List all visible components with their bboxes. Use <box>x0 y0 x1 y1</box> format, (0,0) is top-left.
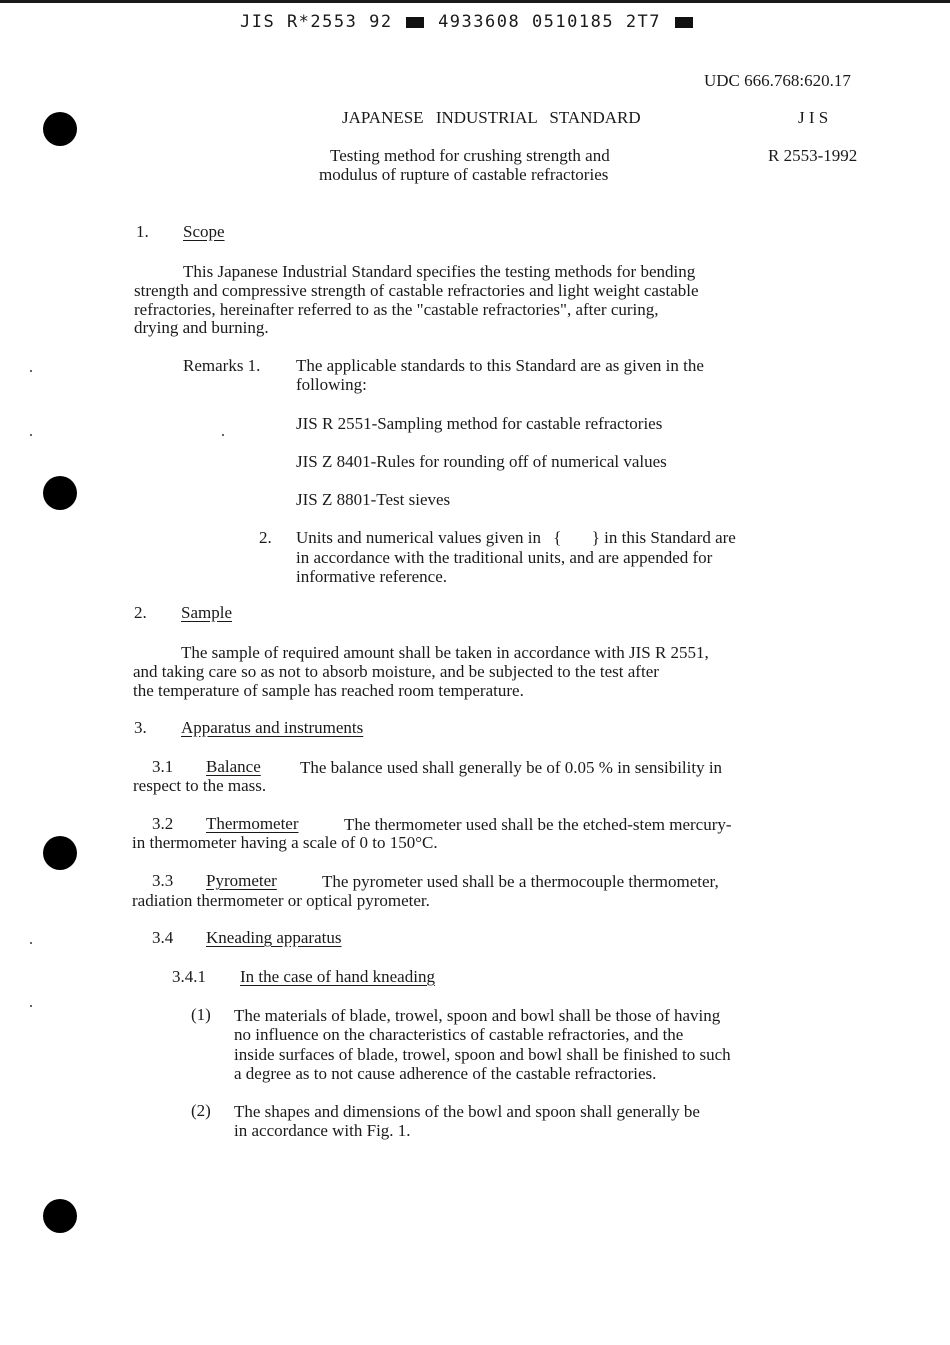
item-2-text-line: The shapes and dimensions of the bowl and spoon shall generally be <box>234 1102 700 1121</box>
section-number: 1. <box>136 222 149 241</box>
section-number: 2. <box>134 603 147 622</box>
thermometer-text-line: in thermometer having a scale of 0 to 150°C. <box>132 833 438 852</box>
subsection-number: 3.3 <box>152 871 174 890</box>
subsection-number: 3.2 <box>152 814 174 833</box>
item-1-text-line: The materials of blade, trowel, spoon and bowl shall be those of having <box>234 1006 721 1025</box>
scope-text-line: refractories, hereinafter referred to as the "castable refractories", after curing, <box>134 300 659 319</box>
header-code-part1: JIS R*2553 92 <box>240 12 393 32</box>
punch-hole-1 <box>43 112 77 146</box>
remark-2-line: in accordance with the traditional units, and are appended for <box>296 548 713 567</box>
remark-2-line <box>296 528 736 547</box>
punch-hole-4 <box>43 1199 77 1233</box>
sample-text-line: The sample of required amount shall be taken in accordance with JIS R 2551, <box>181 643 709 662</box>
clause-number: 3.4.1 <box>172 967 206 986</box>
sample-text-line: the temperature of sample has reached room temperature. <box>133 681 524 700</box>
remark-1-line: following: <box>296 375 367 394</box>
scan-speck <box>30 1005 32 1007</box>
referenced-standard: JIS R 2551-Sampling method for castable refractories <box>296 414 663 433</box>
referenced-standard: JIS Z 8801-Test sieves <box>296 490 451 509</box>
section-heading-scope: Scope <box>183 222 225 241</box>
item-number: (1) <box>191 1005 211 1024</box>
item-number: (2) <box>191 1101 211 1120</box>
scan-speck <box>222 434 224 436</box>
document-title-line-1: Testing method for crushing strength and <box>330 146 610 165</box>
document-title-line-2: modulus of rupture of castable refractories <box>319 165 609 184</box>
pyrometer-text-line: radiation thermometer or optical pyrometer. <box>132 891 430 910</box>
subsection-number: 3.4 <box>152 928 174 947</box>
brace-open: { <box>553 528 562 547</box>
scan-speck <box>30 370 32 372</box>
top-rule <box>0 0 950 3</box>
black-block-mark <box>675 17 693 28</box>
brace-close: } <box>591 528 600 547</box>
udc-code: UDC 666.768:620.17 <box>704 71 851 90</box>
section-heading-apparatus: Apparatus and instruments <box>181 718 364 737</box>
item-2-text-line: in accordance with Fig. 1. <box>234 1121 411 1140</box>
remarks-label: Remarks 1. <box>183 356 261 375</box>
header-code-part2: 4933608 0510185 2T7 <box>438 12 662 32</box>
standard-number: R 2553-1992 <box>768 146 858 165</box>
standard-label: JAPANESE INDUSTRIAL STANDARD <box>342 108 641 127</box>
subsection-number: 3.1 <box>152 757 174 776</box>
scan-speck <box>30 942 32 944</box>
item-1-text-line: no influence on the characteristics of castable refractories, and the <box>234 1025 684 1044</box>
clause-title-hand-kneading: In the case of hand kneading <box>240 967 435 986</box>
subsection-title-thermometer: Thermometer <box>206 814 299 833</box>
scan-speck <box>30 434 32 436</box>
subsection-title-balance: Balance <box>206 757 261 776</box>
punch-hole-3 <box>43 836 77 870</box>
item-1-text-line: inside surfaces of blade, trowel, spoon and bowl shall be finished to such <box>234 1045 731 1064</box>
scope-text-line: strength and compressive strength of castable refractories and light weight castable <box>134 281 699 300</box>
section-heading-sample: Sample <box>181 603 232 622</box>
balance-text-line: respect to the mass. <box>133 776 267 795</box>
black-block-mark <box>406 17 424 28</box>
balance-text-line: The balance used shall generally be of 0.05 % in sensibility in <box>300 758 723 777</box>
scope-text-line: drying and burning. <box>134 318 269 337</box>
scope-text-line: This Japanese Industrial Standard specifies the testing methods for bending <box>183 262 696 281</box>
header-code <box>240 13 695 32</box>
referenced-standard: JIS Z 8401-Rules for rounding off of numerical values <box>296 452 667 471</box>
punch-hole-2 <box>43 476 77 510</box>
subsection-title-kneading: Kneading apparatus <box>206 928 342 947</box>
sample-text-line: and taking care so as not to absorb moisture, and be subjected to the test after <box>133 662 659 681</box>
remark-2-number: 2. <box>259 528 272 547</box>
remark-1-line: The applicable standards to this Standard are as given in the <box>296 356 704 375</box>
jis-mark: J I S <box>798 108 829 127</box>
section-number: 3. <box>134 718 147 737</box>
remark-2-text: in this Standard are <box>604 528 736 547</box>
thermometer-text-line: The thermometer used shall be the etched-stem mercury- <box>344 815 732 834</box>
remark-2-text: Units and numerical values given in <box>296 528 542 547</box>
item-1-text-line: a degree as to not cause adherence of the castable refractories. <box>234 1064 657 1083</box>
pyrometer-text-line: The pyrometer used shall be a thermocouple thermometer, <box>322 872 719 891</box>
subsection-title-pyrometer: Pyrometer <box>206 871 277 890</box>
remark-2-line: informative reference. <box>296 567 448 586</box>
